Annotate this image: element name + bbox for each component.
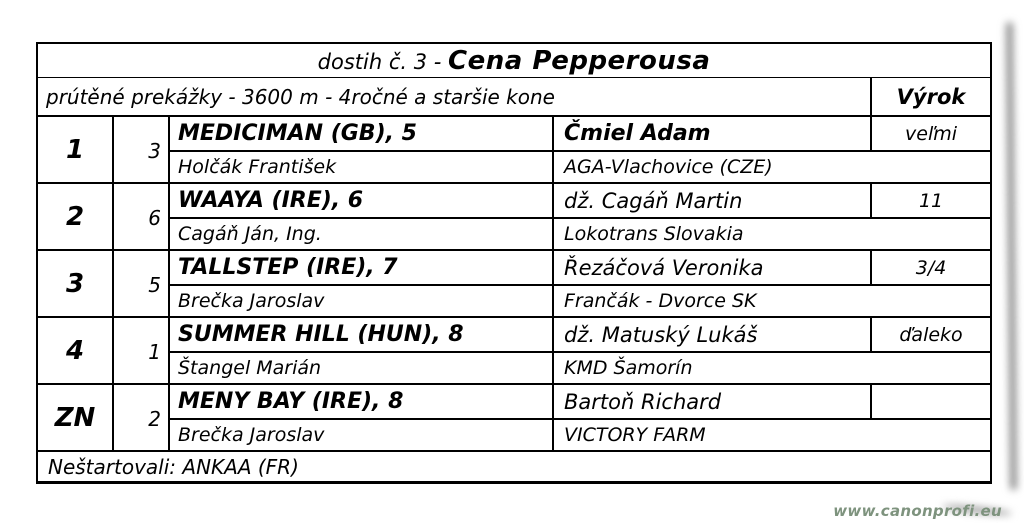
horse-number: 6 [113,183,169,250]
result-row-main [37,116,991,151]
owner-name: AGA-Vlachovice (CZE) [553,151,991,183]
horse-number: 1 [113,317,169,384]
result-row-secondary [37,285,991,317]
horse-name: SUMMER HILL (HUN), 8 [169,317,553,352]
finish-position: 3 [37,250,113,317]
verdict-value [871,384,991,419]
trainer-name: Štangel Marián [169,352,553,384]
verdict-value: 11 [871,183,991,218]
result-row-main [37,384,991,419]
finish-position: 4 [37,317,113,384]
race-results-table [36,42,992,484]
race-conditions-row [37,78,991,117]
owner-name: KMD Šamorín [553,352,991,384]
verdict-value: veľmi [871,116,991,151]
jockey-name: Bartoň Richard [553,384,871,419]
result-row-secondary [37,151,991,183]
verdict-value: ďaleko [871,317,991,352]
result-row-secondary [37,352,991,384]
finish-position: ZN [37,384,113,451]
owner-name: Frančák - Dvorce SK [553,285,991,317]
trainer-name: Cagáň Ján, Ing. [169,218,553,250]
result-row-main [37,250,991,285]
race-number-label: dostih č. 3 - [317,49,449,74]
horse-number: 3 [113,116,169,183]
result-row-main [37,317,991,352]
race-title [37,43,991,78]
watermark-text: www.canonprofi.eu [833,502,1002,520]
race-conditions: prútěné prekážky - 3600 m - 4ročné a staršie kone [37,78,871,117]
jockey-name: dž. Matuský Lukáš [553,317,871,352]
jockey-name: Čmiel Adam [553,116,871,151]
result-row-secondary [37,419,991,451]
trainer-name: Brečka Jaroslav [169,285,553,317]
non-starters-row [37,451,991,483]
race-name: Cena Pepperousa [448,45,711,76]
horse-name: WAAYA (IRE), 6 [169,183,553,218]
horse-number: 2 [113,384,169,451]
finish-position: 2 [37,183,113,250]
jockey-name: dž. Cagáň Martin [553,183,871,218]
finish-position: 1 [37,116,113,183]
trainer-name: Brečka Jaroslav [169,419,553,451]
non-starters-note: Neštartovali: ANKAA (FR) [37,451,991,483]
horse-name: MENY BAY (IRE), 8 [169,384,553,419]
result-row-secondary [37,218,991,250]
horse-number: 5 [113,250,169,317]
owner-name: VICTORY FARM [553,419,991,451]
horse-name: TALLSTEP (IRE), 7 [169,250,553,285]
trainer-name: Holčák František [169,151,553,183]
page-edge-shadow [1006,22,1017,490]
horse-name: MEDICIMAN (GB), 5 [169,116,553,151]
race-title-row [37,43,991,78]
verdict-column-header: Výrok [871,78,991,117]
owner-name: Lokotrans Slovakia [553,218,991,250]
result-row-main [37,183,991,218]
verdict-value: 3/4 [871,250,991,285]
jockey-name: Řezáčová Veronika [553,250,871,285]
